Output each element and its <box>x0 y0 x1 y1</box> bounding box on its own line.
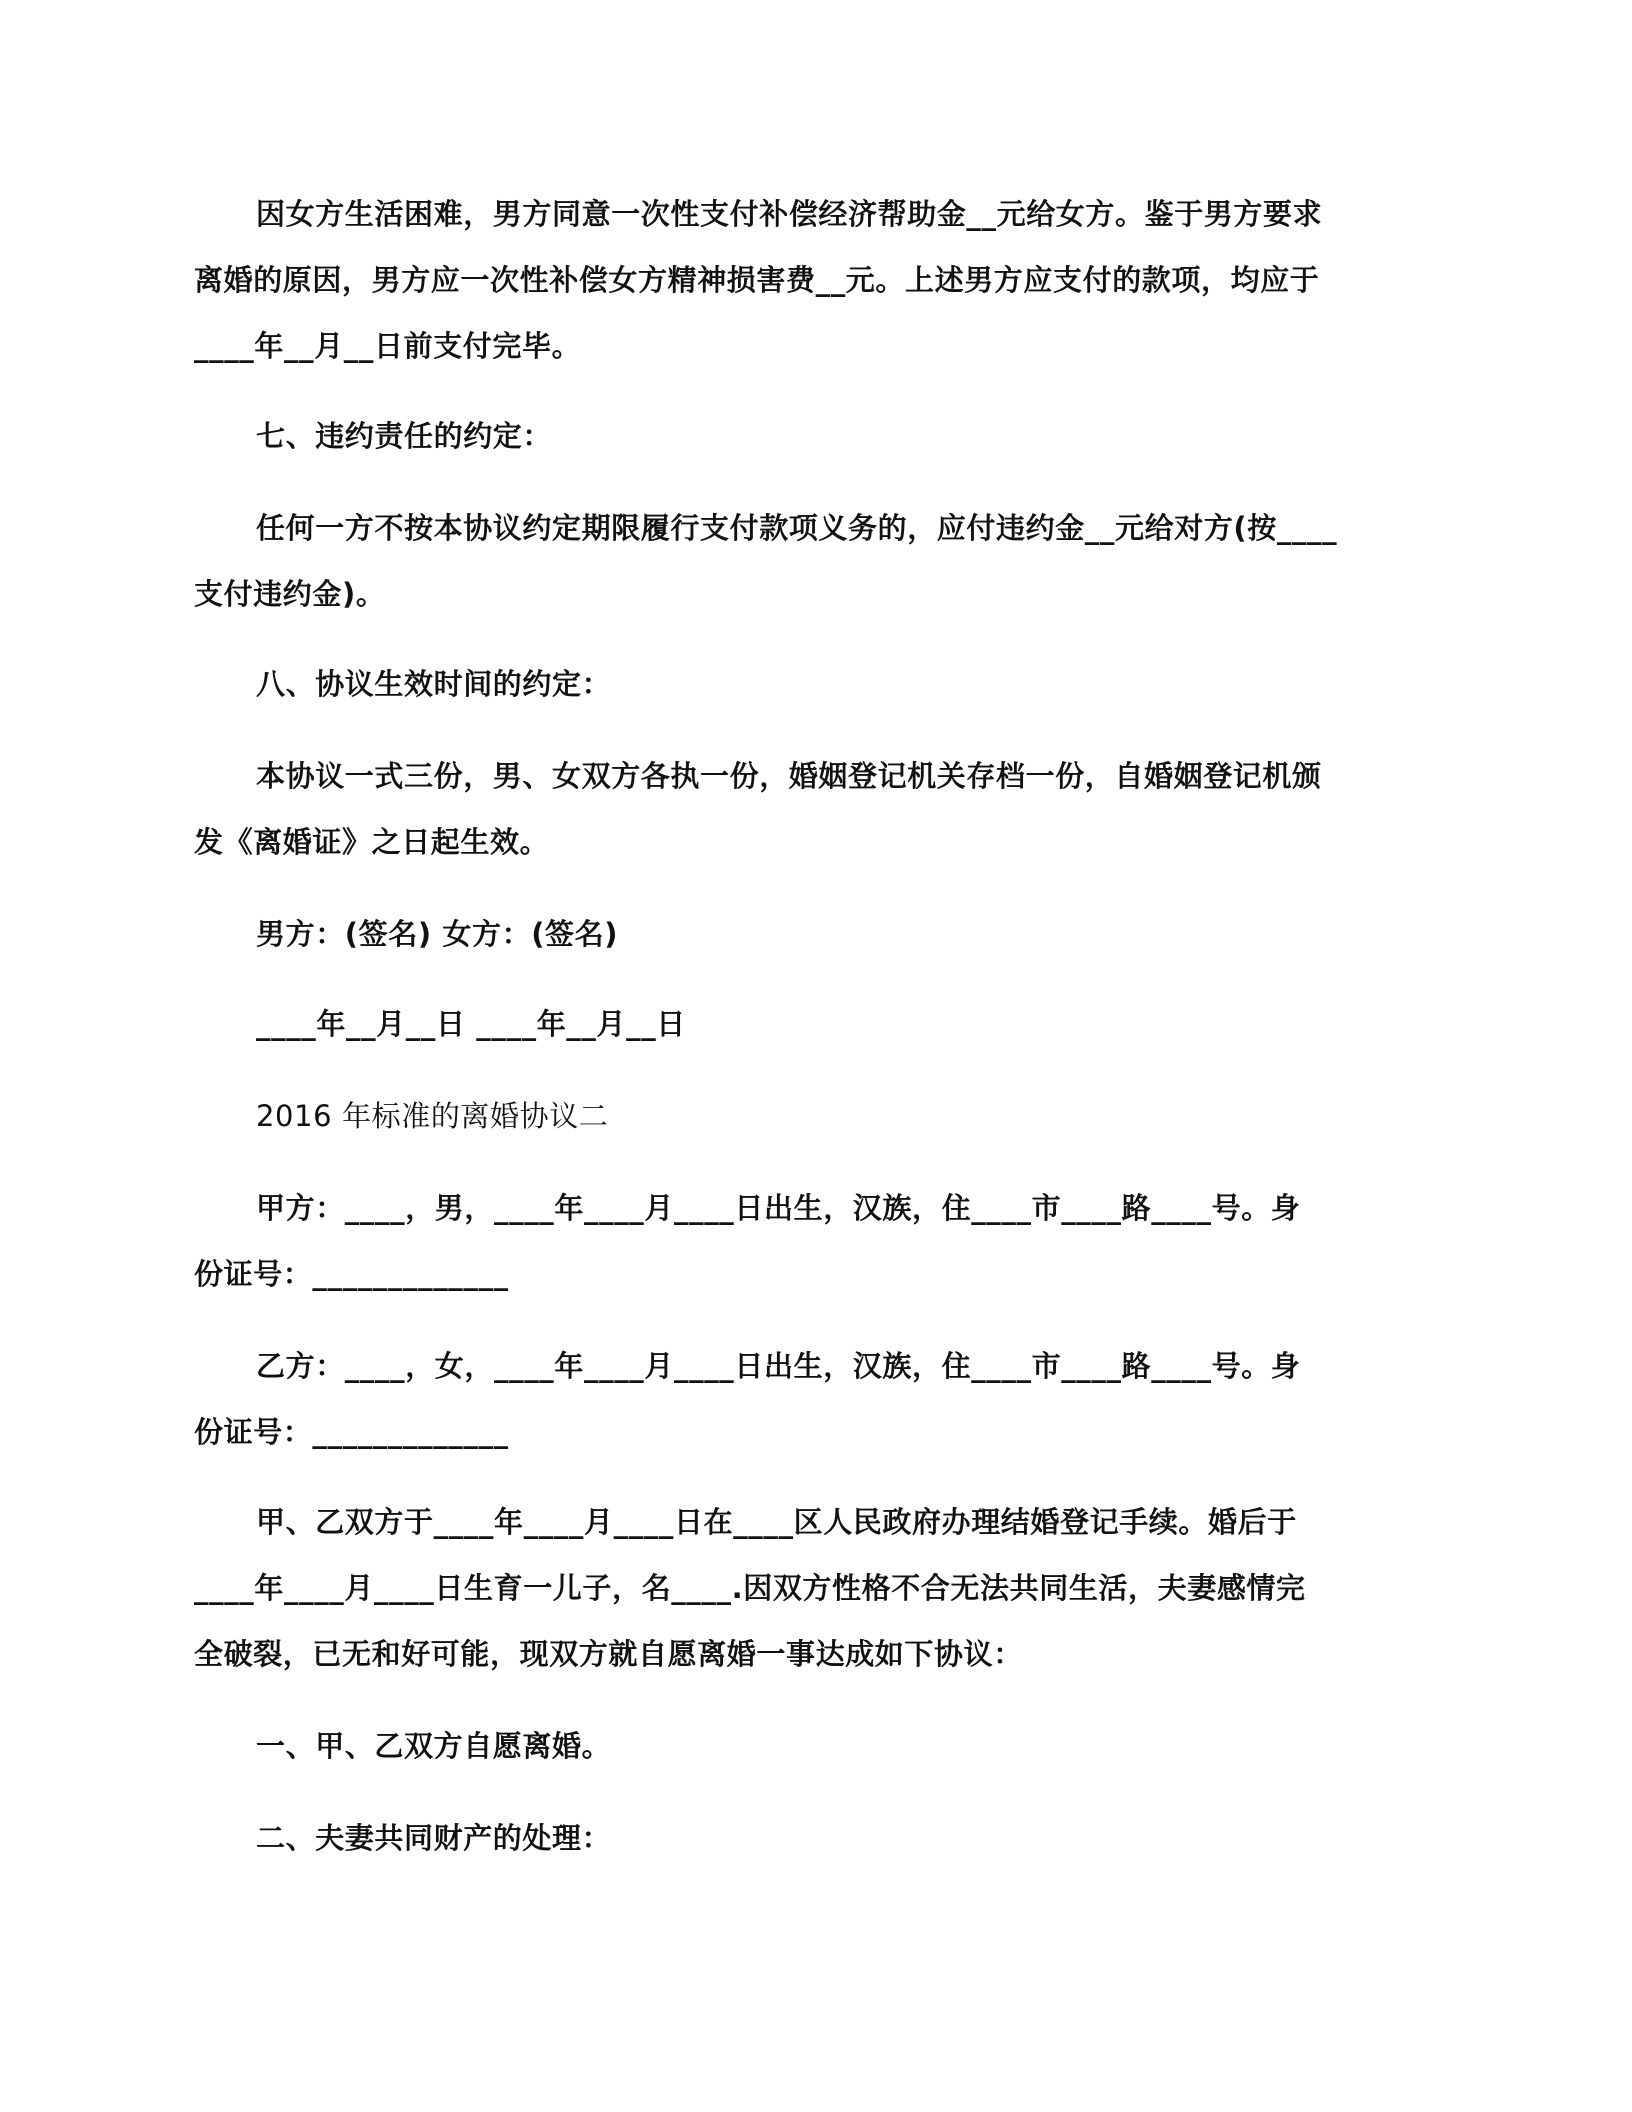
marriage-paragraph-line-1: 甲、乙双方于____年____月____日在____区人民政府办理结婚登记手续。婚后于 <box>256 1505 1297 1539</box>
clause-two-heading: 二、夫妻共同财产的处理： <box>256 1821 612 1855</box>
signature-date-line: ____年__月__日 ____年__月__日 <box>256 1007 686 1041</box>
marriage-paragraph-line-3: 全破裂，已无和好可能，现双方就自愿离婚一事达成如下协议： <box>194 1637 1023 1671</box>
marriage-paragraph-line-2: ____年____月____日生育一儿子，名____.因双方性格不合无法共同生活，夫妻感情完 <box>194 1571 1306 1605</box>
paragraph-compensation-line-2: 离婚的原因，男方应一次性补偿女方精神损害费__元。上述男方应支付的款项，均应于 <box>194 263 1320 297</box>
signature-line: 男方：(签名) 女方：(签名) <box>256 917 619 951</box>
clause-one: 一、甲、乙双方自愿离婚。 <box>256 1729 612 1763</box>
party-a-line-1: 甲方：____，男，____年____月____日出生，汉族，住____市____路____号。身 <box>256 1191 1301 1225</box>
party-b-line-1: 乙方：____，女，____年____月____日出生，汉族，住____市____路____号。身 <box>256 1349 1301 1383</box>
paragraph-breach-line-2: 支付违约金)。 <box>194 577 386 611</box>
paragraph-compensation-line-3: ____年__月__日前支付完毕。 <box>194 329 582 363</box>
party-b-line-2: 份证号：_____________ <box>194 1415 509 1449</box>
paragraph-effective-line-2: 发《离婚证》之日起生效。 <box>194 825 550 859</box>
paragraph-breach-line-1: 任何一方不按本协议约定期限履行支付款项义务的，应付违约金__元给对方(按____ <box>256 511 1338 545</box>
paragraph-compensation-line-1: 因女方生活困难，男方同意一次性支付补偿经济帮助金__元给女方。鉴于男方要求 <box>256 197 1323 231</box>
paragraph-effective-line-1: 本协议一式三份，男、女双方各执一份，婚姻登记机关存档一份，自婚姻登记机颁 <box>256 759 1322 793</box>
document-subtitle: 2016 年标准的离婚协议二 <box>256 1099 609 1133</box>
section-heading-effective-time: 八、协议生效时间的约定： <box>256 667 612 701</box>
section-heading-breach: 七、违约责任的约定： <box>256 419 553 453</box>
party-a-line-2: 份证号：_____________ <box>194 1257 509 1291</box>
